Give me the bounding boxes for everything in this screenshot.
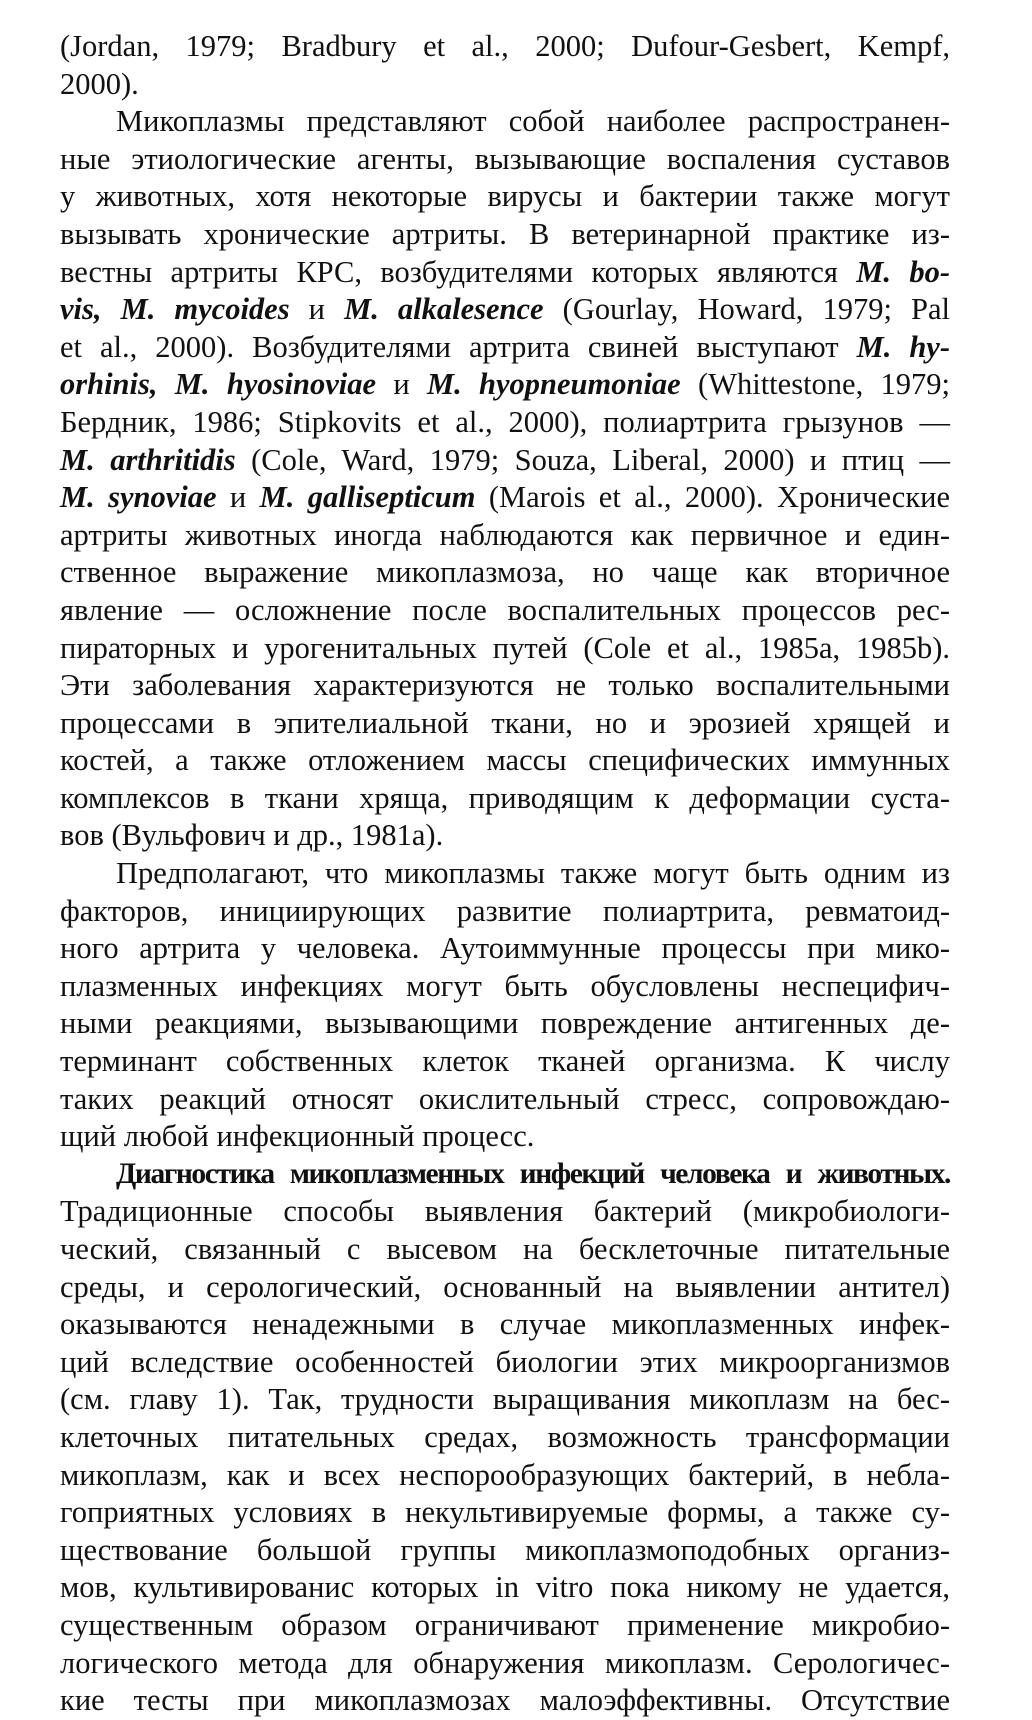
text-segment: (Jordan, 1979; Bradbury et al., 2000; Dufour-Gesbert, Kempf, [60,29,950,63]
section-heading [60,1156,950,1194]
species-name: M. bo- [856,254,950,289]
text-segment: Традиционные способы выявления бактерий (микробиологи- [60,1194,950,1229]
text-segment: 2000). [60,66,139,101]
text-line [60,630,950,668]
text-line [60,968,950,1006]
text-segment: гоприятных условиях в некультивируемые формы, а также су- [60,1495,950,1530]
text-line [60,254,950,292]
text-segment: комплексов в ткани хряща, приводящим к деформации суста- [60,780,950,815]
text-line [60,1682,950,1720]
text-line [60,667,950,705]
text-segment: ные этиологические агенты, вызывающие воспаления суставов [60,141,950,176]
text-line [60,178,950,216]
text-segment: вестны артриты КРС, возбудителями которых являются [60,254,857,289]
text-line [60,592,950,630]
text-segment: процессами в эпителиальной ткани, но и эрозией хрящей и [60,705,950,740]
text-segment: таких реакций относят окислительный стресс, сопровождаю- [60,1081,950,1116]
text-segment: (Marois et al., 2000). Хронические [475,480,951,515]
text-line [60,28,950,66]
text-segment: и [289,292,345,327]
species-name: M. alkalesence [344,292,544,327]
text-segment: кие тесты при микоплазмозах малоэффективны. Отсутствие [60,1683,950,1718]
text-line [60,442,950,480]
text-segment: логического метода для обнаружения микоплазм. Серологичес- [60,1645,950,1680]
text-segment: вызывать хронические артриты. В ветеринарной практике из- [60,216,950,251]
text-line [60,1645,950,1683]
text-segment: и [216,480,260,515]
text-line [60,1532,950,1570]
text-line [60,1344,950,1382]
text-line [60,366,950,404]
text-segment: Эти заболевания характеризуются не только воспалительными [60,668,950,703]
text-line [60,216,950,254]
text-segment: факторов, инициирующих развитие полиартрита, ревматоид- [60,893,950,928]
text-line [60,291,950,329]
text-segment: терминант собственных клеток тканей организма. К числу [60,1044,950,1079]
text-line [60,1005,950,1043]
species-name: M. hyopneumoniae [426,367,681,402]
text-line [60,1607,950,1645]
text-line [60,1231,950,1269]
text-line [60,1118,950,1156]
text-segment: ществование большой группы микоплазмоподобных организ- [60,1532,950,1567]
text-line [60,404,950,442]
text-line [60,1381,950,1419]
text-segment: (Gourlay, Howard, 1979; Pal [543,292,950,327]
text-segment: Бердник, 1986; Stipkovits et al., 2000), полиартрита грызунов — [60,404,950,439]
text-segment: и [376,367,427,402]
text-segment: оказываются ненадежными в случае микоплазменных инфек- [60,1307,950,1342]
species-name: vis, M. mycoides [60,292,290,327]
text-segment: ций вследствие особенностей биологии этих микроорганизмов [60,1344,950,1379]
text-line [60,103,950,141]
text-segment: ственное выражение микоплазмоза, но чаще как вторичное [60,555,950,590]
text-line [60,1193,950,1231]
text-segment: щий любой инфекционный процесс. [60,1119,535,1154]
text-line [60,780,950,818]
text-segment: (Cole, Ward, 1979; Souza, Liberal, 2000) и птиц — [235,442,950,477]
text-segment: костей, а также отложением массы специфических иммунных [60,743,950,778]
species-name: orhinis, M. hyosinoviae [60,367,376,402]
text-line [60,1306,950,1344]
text-line [60,817,950,855]
text-segment: пираторных и урогенитальных путей (Cole et al., 1985a, 1985b). [60,630,950,665]
text-line [60,705,950,743]
text-segment: ными реакциями, вызывающими повреждение антигенных де- [60,1006,950,1041]
text-line [60,329,950,367]
text-segment: Предполагают, что микоплазмы также могут быть одним из [116,856,950,891]
text-line [60,1269,950,1307]
text-segment: плазменных инфекциях могут быть обусловлены неспецифич- [60,968,950,1003]
text-line [60,1494,950,1532]
species-name: M. synoviae [60,480,217,515]
text-segment: клеточных питательных средах, возможность трансформации [60,1419,950,1454]
text-segment: у животных, хотя некоторые вирусы и бактерии также могут [60,179,950,214]
text-line [60,855,950,893]
text-line [60,517,950,555]
text-line [60,1569,950,1607]
text-line [60,930,950,968]
text-segment: существенным образом ограничивают применение микробио- [60,1607,950,1642]
species-name: M. hy- [856,329,950,364]
text-line [60,742,950,780]
text-line [60,893,950,931]
text-segment: Микоплазмы представляют собой наиболее распространен- [116,104,950,139]
text-segment: (Whittestone, 1979; [680,367,951,402]
text-line [60,554,950,592]
text-line [60,479,950,517]
text-segment: микоплазм, как и всех неспорообразующих бактерий, в небла- [60,1457,950,1492]
text-line [60,1419,950,1457]
text-segment: артриты животных иногда наблюдаются как первичное и един- [60,517,950,552]
species-name: M. gallisepticum [259,480,476,515]
text-segment: et al., 2000). Возбудителями артрита свиней выступают [60,329,857,364]
text-segment: вов (Вульфович и др., 1981a). [60,818,444,853]
text-segment: мов, культивированис которых in vitro пока никому не удается, [60,1570,950,1605]
species-name: M. arthritidis [60,442,236,477]
text-segment: ческий, связанный с высевом на бесклеточные питательные [60,1232,950,1266]
text-segment: явление — осложнение после воспалительных процессов рес- [60,592,950,627]
text-line [60,141,950,179]
text-line [60,1081,950,1119]
text-line [60,66,950,104]
text-segment: ного артрита у человека. Аутоиммунные процессы при мико- [60,931,950,966]
text-line [60,1457,950,1495]
text-segment: Диагностика микоплазменных инфекций человека и животных. [116,1157,950,1190]
text-segment: (см. главу 1). Так, трудности выращивания микоплазм на бес- [60,1382,950,1417]
text-line [60,1043,950,1081]
text-segment: среды, и серологический, основанный на выявлении антител) [60,1269,950,1304]
